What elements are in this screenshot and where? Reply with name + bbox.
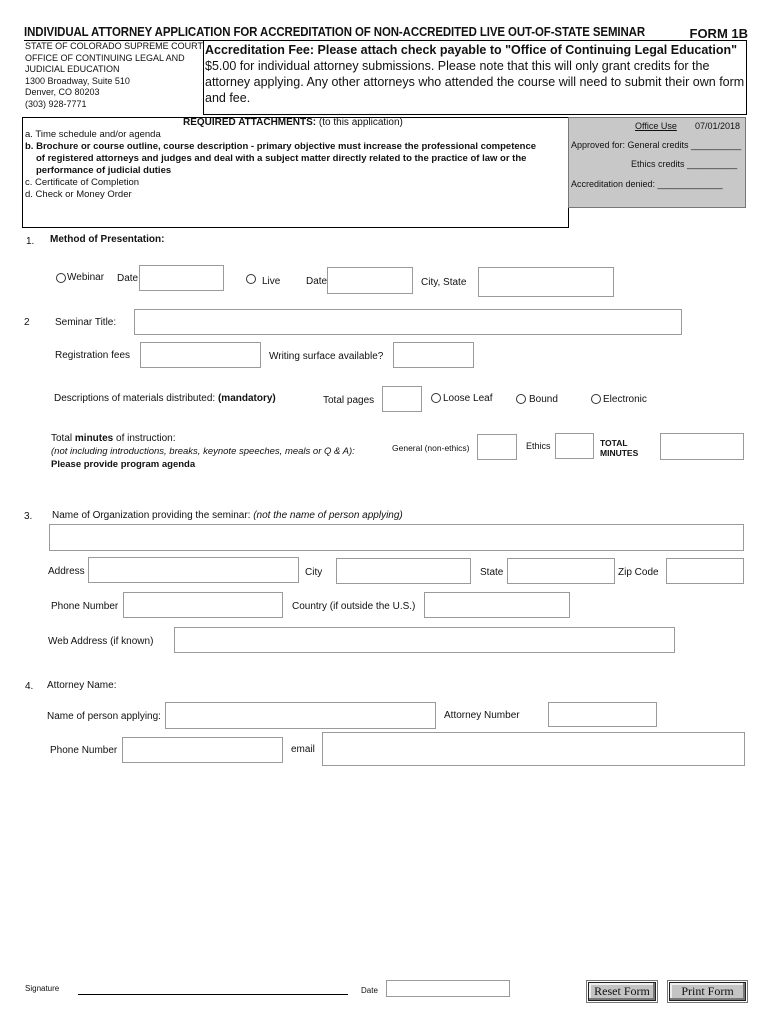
person-applying-field[interactable] bbox=[165, 702, 436, 729]
agenda-note: Please provide program agenda bbox=[51, 459, 196, 470]
total-minutes-label bbox=[51, 433, 176, 444]
attorney-phone-label: Phone Number bbox=[50, 745, 118, 756]
loose-leaf-label: Loose Leaf bbox=[443, 393, 493, 404]
attorney-number-field[interactable] bbox=[548, 702, 657, 727]
country-label: Country (if outside the U.S.) bbox=[292, 601, 416, 612]
materials-text: Descriptions of materials distributed: bbox=[54, 393, 218, 404]
general-minutes-field[interactable] bbox=[477, 434, 517, 460]
office-denied: Accreditation denied: _____________ bbox=[571, 179, 723, 189]
office-use-box bbox=[568, 117, 746, 208]
attorney-phone-field[interactable] bbox=[122, 737, 283, 763]
address-label: Address bbox=[48, 566, 85, 577]
section-2-number: 2 bbox=[24, 317, 30, 328]
court-line: STATE OF COLORADO SUPREME COURT bbox=[25, 41, 203, 51]
city-field[interactable] bbox=[336, 558, 471, 584]
org-label-text: Name of Organization providing the seminar: bbox=[52, 510, 254, 521]
signature-label: Signature bbox=[25, 984, 60, 993]
city-state-field[interactable] bbox=[478, 267, 614, 297]
loose-leaf-radio[interactable] bbox=[431, 393, 441, 403]
email-field[interactable] bbox=[322, 732, 745, 766]
general-label: General (non-ethics) bbox=[392, 443, 470, 453]
fee-body: $5.00 for individual attorney submissions. Please note that this will only grant credits for the attorney applying. Any other attorneys who attended the course will need to submit their own form and fee. bbox=[205, 59, 745, 105]
office-ethics: Ethics credits __________ bbox=[631, 159, 738, 169]
total-minutes-pre: Total bbox=[51, 433, 75, 444]
court-line: OFFICE OF CONTINUING LEGAL AND bbox=[25, 52, 185, 63]
total-minutes-bold: minutes bbox=[74, 433, 114, 444]
section-4-number: 4. bbox=[25, 681, 34, 692]
reset-form-button[interactable]: Reset Form bbox=[588, 982, 656, 1001]
zip-label: Zip Code bbox=[618, 567, 659, 578]
attachments-heading-rest: (to this application) bbox=[316, 117, 403, 128]
section-1-number: 1. bbox=[26, 236, 35, 247]
electronic-label: Electronic bbox=[603, 394, 647, 405]
office-approved: Approved for: General credits __________ bbox=[571, 140, 742, 150]
attachment-item-d: d. Check or Money Order bbox=[25, 189, 132, 200]
attachment-item-b-cont2: performance of judicial duties bbox=[36, 165, 172, 176]
fee-heading: Accreditation Fee: Please attach check payable to "Office of Continuing Legal Education" bbox=[205, 43, 738, 57]
materials-label bbox=[54, 393, 276, 404]
web-address-label: Web Address (if known) bbox=[48, 636, 154, 647]
registration-fees-field[interactable] bbox=[140, 342, 261, 368]
total-pages-label: Total pages bbox=[323, 395, 375, 406]
webinar-date-label: Date bbox=[117, 273, 139, 284]
attachment-item-b-cont: of registered attorneys and judges and deal with a subject matter directly related to the practice of law or the bbox=[36, 153, 527, 164]
ethics-minutes-field[interactable] bbox=[555, 433, 594, 459]
signature-line[interactable] bbox=[78, 994, 348, 995]
city-label: City bbox=[305, 567, 323, 578]
office-use-label: Office Use bbox=[635, 121, 677, 131]
seminar-title-label: Seminar Title: bbox=[55, 317, 117, 328]
attorney-number-label: Attorney Number bbox=[444, 710, 520, 721]
footer-date-label: Date bbox=[361, 986, 378, 995]
attachments-heading bbox=[183, 117, 403, 128]
print-form-button[interactable]: Print Form bbox=[669, 982, 746, 1001]
web-address-field[interactable] bbox=[174, 627, 675, 653]
live-radio[interactable] bbox=[246, 274, 256, 284]
webinar-radio[interactable] bbox=[56, 273, 66, 283]
address-field[interactable] bbox=[88, 557, 299, 583]
email-label: email bbox=[291, 744, 315, 755]
court-line: (303) 928-7771 bbox=[25, 98, 87, 109]
attachments-heading-bold: REQUIRED ATTACHMENTS: bbox=[183, 117, 317, 128]
org-label bbox=[52, 510, 403, 521]
bound-label: Bound bbox=[529, 394, 558, 405]
org-phone-label: Phone Number bbox=[51, 601, 119, 612]
total-minutes-field[interactable] bbox=[660, 433, 744, 460]
electronic-radio[interactable] bbox=[591, 394, 601, 404]
state-label: State bbox=[480, 567, 504, 578]
live-label: Live bbox=[262, 276, 281, 287]
attachment-item-b: b. Brochure or course outline, course description - primary objective must increase the professional competence bbox=[25, 141, 537, 152]
city-state-label: City, State bbox=[421, 277, 467, 288]
court-line: 1300 Broadway, Suite 510 bbox=[25, 75, 130, 86]
attachment-item-c: c. Certificate of Completion bbox=[25, 177, 140, 188]
bound-radio[interactable] bbox=[516, 394, 526, 404]
method-label: Method of Presentation: bbox=[50, 234, 165, 245]
total-minutes-heading bbox=[600, 438, 638, 458]
registration-fees-label: Registration fees bbox=[55, 350, 131, 361]
total-minutes-heading-1: TOTAL bbox=[600, 438, 628, 448]
total-minutes-heading-2: MINUTES bbox=[600, 448, 639, 458]
person-applying-label: Name of person applying: bbox=[47, 711, 161, 722]
fee-notice bbox=[205, 42, 745, 106]
form-title: INDIVIDUAL ATTORNEY APPLICATION FOR ACCREDITATION OF NON-ACCREDITED LIVE OUT-OF-STATE SEMINAR bbox=[24, 24, 646, 39]
seminar-title-field[interactable] bbox=[134, 309, 682, 335]
webinar-date-field[interactable] bbox=[139, 265, 224, 291]
webinar-label: Webinar bbox=[67, 272, 105, 283]
writing-surface-field[interactable] bbox=[393, 342, 474, 368]
org-note: (not the name of person applying) bbox=[253, 510, 403, 521]
not-including-note: (not including introductions, breaks, keynote speeches, meals or Q & A): bbox=[51, 446, 355, 457]
total-pages-field[interactable] bbox=[382, 386, 422, 412]
attachment-item-a: a. Time schedule and/or agenda bbox=[25, 129, 161, 140]
state-field[interactable] bbox=[507, 558, 615, 584]
attorney-name-label: Attorney Name: bbox=[47, 680, 117, 691]
court-address-block bbox=[25, 41, 203, 110]
total-minutes-post: of instruction: bbox=[113, 433, 176, 444]
court-line: Denver, CO 80203 bbox=[25, 87, 100, 97]
zip-field[interactable] bbox=[666, 558, 744, 584]
footer-date-field[interactable] bbox=[386, 980, 510, 997]
form-id: FORM 1B bbox=[689, 26, 748, 41]
court-line: JUDICIAL EDUCATION bbox=[25, 64, 120, 74]
ethics-label: Ethics bbox=[526, 441, 551, 451]
org-name-field[interactable] bbox=[49, 524, 744, 551]
attachments-list bbox=[25, 129, 536, 201]
mandatory-text: (mandatory) bbox=[217, 393, 276, 404]
office-use-date: 07/01/2018 bbox=[695, 121, 741, 131]
section-3-number: 3. bbox=[24, 511, 33, 522]
live-date-field[interactable] bbox=[327, 267, 413, 294]
writing-surface-label: Writing surface available? bbox=[269, 351, 384, 362]
country-field[interactable] bbox=[424, 592, 570, 618]
live-date-label: Date bbox=[306, 276, 328, 287]
org-phone-field[interactable] bbox=[123, 592, 283, 618]
